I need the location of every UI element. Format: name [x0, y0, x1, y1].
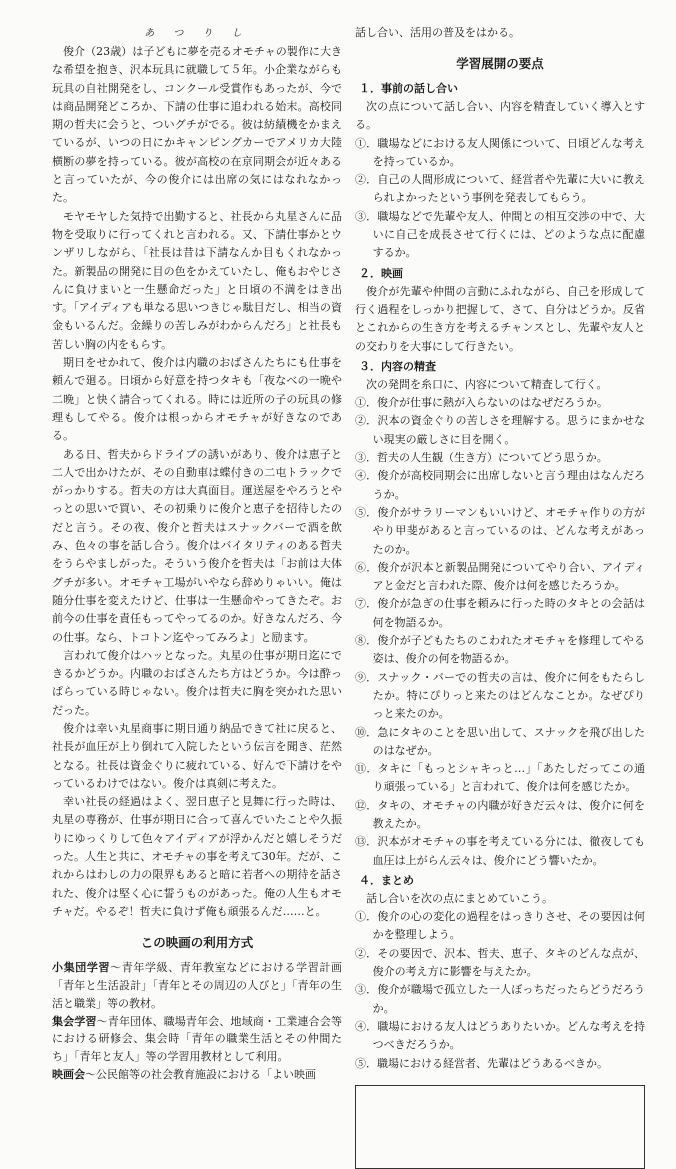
- synopsis-paragraph: モヤモヤした気持で出勤すると、社長から丸星さんに品物を受取りに行ってくれと言われる。又、下請仕事かとウンザリしながら、「社長は昔は下請なんか目もくれなかった。新製品の開発に目の色をかえていたし、俺もおやじさんに負けまいと一生懸命だった」と日頃の不満をはき出す。「アイディアも単なる思いつきじゃ駄目だし、相当の資金もいるんだ。金繰りの苦しみがわからんだろ」と社長も苦しい胸の内をもらす。: [52, 209, 342, 351]
- list-item: ①．俊介の心の変化の過程をはっきりさせ、その要因は何かを整理しよう。: [355, 910, 645, 942]
- list-item: ⑫．タキの、オモチャの内職が好きだ云々は、俊介に何を教えたか。: [355, 798, 645, 830]
- list-item: ①．職場などにおける友人関係について、日頃どんな考えを持っているか。: [355, 136, 645, 168]
- section-intro: 次の点について話し合い、内容を精査していく導入とする。: [355, 100, 645, 132]
- usage-item: [52, 959, 342, 1012]
- section-heading: ４．まとめ: [359, 873, 414, 887]
- list-item: ⑬．沢本がオモチャの事を考えている分には、徹夜しても血圧は上がらん云々は、俊介にどう響いたか。: [355, 835, 645, 867]
- usage-item: [52, 1066, 342, 1084]
- list-item: ⑩．急にタキのことを思い出して、スナックを飛び出したのはなぜか。: [355, 725, 645, 757]
- list-item: ⑤．俊介がサラリーマンもいいけど、オモチャ作りの方がやり甲斐があると言っているのは、どんな考えがあったのか。: [355, 505, 645, 556]
- synopsis-paragraph: 俊介（23歳）は子どもに夢を売るオモチャの製作に大きな希望を抱き、沢本玩具に就職して５年。小企業ながらも玩具の自社開発をし、コンクール受賞作もあったが、今では商品開発どころか、下請の仕事に追われる始末。高校同期の哲夫に会うと、ついグチがでる。彼は紡績機をかまえているが、いつの日にかキャンピングカーでアメリカ大陸横断の夢を持っている。彼が高校の在京同期会が近々あると言っていたが、今の俊介には出席の気にはなれなかった。: [52, 45, 342, 205]
- left-column: [52, 24, 342, 1084]
- usage-item: [52, 1013, 342, 1066]
- right-column: [355, 24, 645, 1169]
- synopsis-heading: あ つ り し: [144, 28, 250, 39]
- synopsis-paragraph: 俊介は幸い丸星商事に期日通り納品できて社に戻ると、社長が血圧が上り倒れて入院したという伝言を聞き、茫然となる。社長は資金ぐりに疲れている、好んで下請けをやっているわけではない。俊介は真剣に考えた。: [52, 721, 342, 790]
- list-item: ②．自己の人間形成について、経営者や先輩に大いに教えられよかったという事例を発表してもらう。: [355, 173, 645, 205]
- list-item: ③．哲夫の人生観（生き方）についてどう思うか。: [355, 451, 608, 465]
- list-item: ①．俊介が仕事に熱が入らないのはなぜだろうか。: [355, 396, 608, 410]
- usage-label: 映画会: [52, 1068, 85, 1082]
- usage-label: 集会学習: [52, 1014, 97, 1028]
- section-text: 俊介が先輩や仲間の言動にふれながら、自己を形成して行く過程をしっかり把握して、さて、自分はどうか。反省とこれからの生き方を考えるチャンスとし、先輩や友人との交わりを大事にして行きたい。: [355, 284, 645, 353]
- list-item: ⑦．俊介が急ぎの仕事を頼みに行った時のタキとの会話は何を物語るか。: [355, 597, 645, 629]
- synopsis-paragraph: ある日、哲夫からドライブの誘いがあり、俊介は恵子と二人で出かけたが、その自動車は蝶付きの二屯トラックでがっかりする。哲夫の方は大真面目。運送屋をやろうとやっとの思いで買い、その初乗りに俊介と恵子を招待したのだと言う。その夜、俊介と哲夫はスナックバーで酒を飲み、色々の事を話し合う。俊介はバイタリティのある哲夫をうらやましがった。そういう俊介を哲夫は「お前は大体グチが多い。オモチャ工場がいやなら辞めりゃいい。俺は随分仕事を変えたけど、仕事は一生懸命やってきたぞ。お前今の仕事を責任もってやってるのか。好きなんだろ、今の仕事。なら、トコトン迄やってみろよ」と励ます。: [52, 447, 342, 644]
- synopsis-paragraph: 幸い社長の経過はよく、翌日恵子と見舞に行った時は、丸星の専務が、仕事が期日に合って喜んでいたことや久振りにゆっくりして色々アイディアが浮かんだと嬉しそうだった。人生と共に、オモチャの事を考えて30年。だが、これからはわしの力の限界もあると暗に若者への期待を話された、俊介は堅く心に誓うものがあった。俺の人生もオモチャだ。やるぞ！哲夫に負けず俺も頑張るんだ……と。: [52, 795, 342, 918]
- list-item: ④．俊介が高校同期会に出席しないと言う理由はなんだろうか。: [355, 469, 645, 501]
- usage-label: 小集団学習: [52, 961, 111, 975]
- continued-text: 話し合い、活用の普及をはかる。: [355, 26, 520, 39]
- usage-title: この映画の利用方式: [140, 935, 254, 951]
- list-item: ④．職場における友人はどうありたいか。どんな考えを持つべきだろうか。: [355, 1019, 645, 1052]
- synopsis-paragraph: 期日をせかれて、俊介は内職のおばさんたちにも仕事を頼んで廻る。日頃から好意を持つタキも「夜なべの一晩や二晩」と快く請合ってくれる。時には近所の子の玩具の修理もしてやる。俊介は根っからオモチャが好きなのである。: [52, 356, 342, 443]
- section-heading: ３．内容の精査: [359, 359, 436, 373]
- notes-box: [355, 1085, 645, 1169]
- list-item: ⑧．俊介が子どもたちのこわれたオモチャを修理してやる姿は、俊介の何を物語るか。: [355, 634, 645, 666]
- section-heading: ２．映画: [359, 266, 403, 280]
- usage-text: ～青年団体、職場青年会、地域商・工業連合会等における研修会、集会時「青年の職業生活とその仲間たち」「青年と友人」等の学習用教材として利用。: [52, 1014, 342, 1064]
- list-item: ②．その要因で、沢本、哲夫、恵子、タキのどんな点が、俊介の考え方に影響を与えたか。: [355, 946, 645, 979]
- list-item: ③．俊介が職場で孤立した一人ぼっちだったらどうだろうか。: [355, 983, 645, 1015]
- list-item: ⑪．タキに「もっとシャキっと…」「あたしだってこの通り頑張っている」と言われて、俊介は何を感じたか。: [355, 762, 645, 794]
- synopsis-paragraph: 言われて俊介はハッとなった。丸星の仕事が期日迄にできるかどうか。内職のおばさんたち方はどうか。今は酔っぱらっている時じゃない。俊介は哲夫に胸を突かれた思いだった。: [52, 648, 342, 717]
- list-item: ⑥．俊介が沢本と新製品開発についてやり合い、アイディアと金だと言われた際、俊介は何を感じたろうか。: [355, 560, 645, 593]
- section-intro: 話し合いを次の点にまとめていこう。: [366, 891, 553, 905]
- list-item: ⑤．職場における経営者、先輩はどうあるべきか。: [355, 1056, 608, 1070]
- section-heading: １．事前の話し合い: [359, 82, 458, 95]
- list-item: ②．沢本の資金ぐりの苦しさを理解する。思うにまかせない現実の厳しさに目を開く。: [355, 414, 645, 446]
- list-item: ③．職場などで先輩や友人、仲間との相互交渉の中で、大いに自己を成長させて行くには、どのような点に配慮するか。: [355, 209, 645, 260]
- list-item: ⑨．スナック・バーでの哲夫の言は、俊介に何をもたらしたか。特にぴりっと来たのはどんなことか。なぜぴりっと来たのか。: [355, 670, 645, 721]
- section-intro: 次の発問を糸口に、内容について精査して行く。: [366, 377, 608, 391]
- learning-title: 学習展開の要点: [456, 56, 544, 71]
- usage-text: ～青年学級、青年教室などにおける学習計画「青年と生活設計」「青年とその周辺の人びと」「青年の生活と職業」等の教材。: [52, 961, 342, 1010]
- usage-text: ～公民館等の社会教育施設における「よい映画: [85, 1068, 316, 1082]
